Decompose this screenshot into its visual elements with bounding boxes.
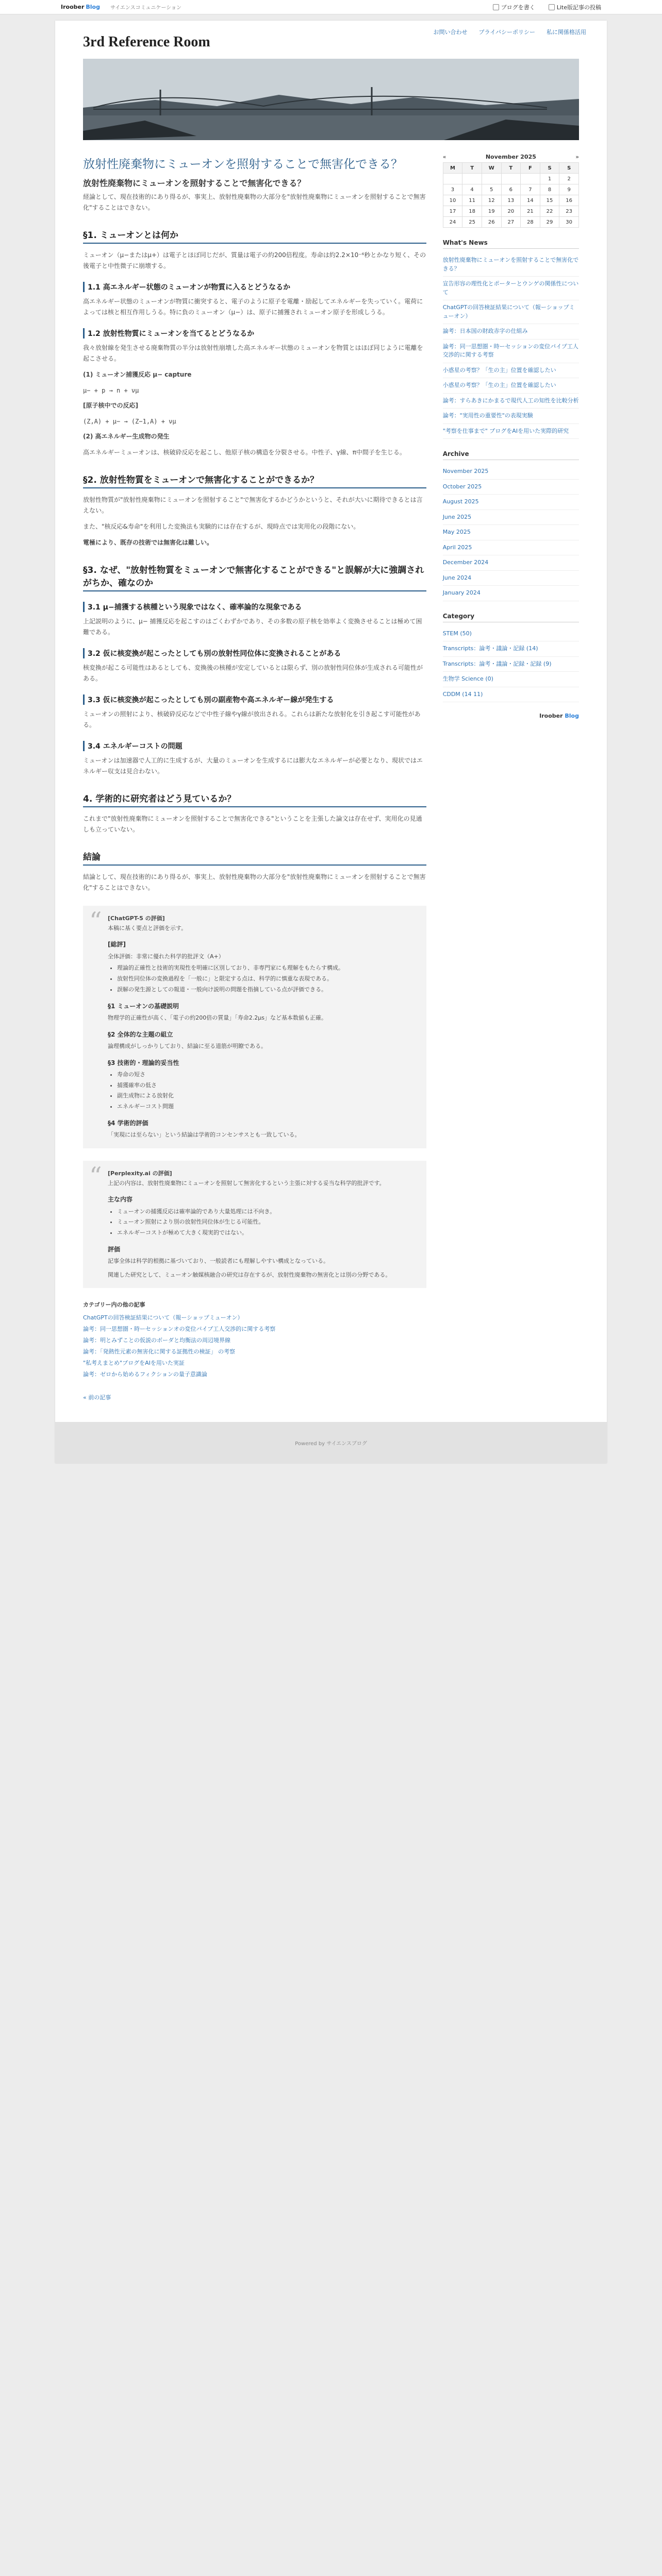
main-content xyxy=(83,144,426,1422)
news-link[interactable]: "考察を仕事まで" ブログをAIを用いた実際的研究 xyxy=(442,427,569,434)
cal-cell[interactable]: 18 xyxy=(462,206,482,217)
category-list xyxy=(443,626,579,703)
related-item xyxy=(83,1323,426,1334)
section-2-text: 放射性物質が"放射性廃棄物にミューオンを照射すること"で無害化するかどうかというと、それが大いに期待できるとは言えない。 xyxy=(83,496,423,514)
calendar-table xyxy=(443,162,579,228)
cal-cell[interactable]: 13 xyxy=(501,195,521,206)
conclusion-text: 結論として、現在技術的にあり得るが、事実上、放射性廃棄物の大部分を"放射性廃棄物にミューオンを照射することで無害化"することはできない。 xyxy=(83,873,426,891)
section-3-3-text: ミューオンの照射により、核破砕反応などで中性子線やγ線が放出される。これらは新たな放射化を引き起こす可能性がある。 xyxy=(83,710,421,728)
write-blog-link[interactable] xyxy=(493,3,535,11)
category-item xyxy=(443,672,579,687)
cal-cell[interactable]: 30 xyxy=(559,217,579,228)
quote2-points-title: 主な内容 xyxy=(108,1196,133,1204)
header-nav xyxy=(434,28,586,36)
news-item xyxy=(443,424,579,439)
news-list xyxy=(443,253,579,439)
sidebar-logo[interactable] xyxy=(443,713,579,719)
formula-2: (Z,A) + μ− → (Z−1,A) + νμ xyxy=(83,418,176,425)
section-2-text-b: また、"核反応&寿命"を利用した変換法も実験的には存在するが、現時点では実用化の段階にない。 xyxy=(83,523,360,530)
related-item xyxy=(83,1312,426,1323)
list-item: • 副生成物による放射化 xyxy=(117,1091,417,1101)
cal-cell[interactable]: 24 xyxy=(443,217,462,228)
section-1-1-text: 高エネルギー状態のミューオンが物質に衝突すると、電子のように原子を電離・励起してエネルギーを失っていく。電荷によっては核と相互作用しうる。特に負のミューオン（μ−）は、原子に捕獲されミューオン原子を形成しうる。 xyxy=(83,298,423,316)
news-item xyxy=(443,253,579,277)
related-link[interactable]: 論考：ゼロから始めるフィクションの量子意識論 xyxy=(83,1371,207,1378)
list-item: • 誤解の発生源としての報道・一般向け説明の問題を指摘している点が評価できる。 xyxy=(117,985,417,995)
quote-summary-title: [総評] xyxy=(108,941,126,948)
list-item: • ミューオンの捕獲反応は確率論的であり大量処理には不向き。 xyxy=(117,1207,417,1217)
cal-cell xyxy=(443,174,462,184)
archive-item xyxy=(443,525,579,540)
section-3-1-text: 上記説明のように、μ− 捕獲反応を起こすのはごくわずかであり、その多数の原子核を効率よく変換させることは極めて困難である。 xyxy=(83,618,422,636)
related-link[interactable]: ChatGPTの回答検証結果について（報ーショップミューオン） xyxy=(83,1314,243,1321)
cal-day-header: T xyxy=(462,163,482,174)
cal-cell[interactable]: 4 xyxy=(462,184,482,195)
section-3-4-heading: 3.4 エネルギーコストの問題 xyxy=(83,741,426,751)
header-image xyxy=(83,59,579,140)
list-item: • 理論的正確性と技術的実現性を明確に区別しており、非専門家にも理解をもたらす構成。 xyxy=(117,963,417,973)
cal-cell[interactable]: 9 xyxy=(559,184,579,195)
cal-day-header: M xyxy=(443,163,462,174)
page-container xyxy=(55,21,607,1463)
cal-cell[interactable]: 5 xyxy=(482,184,501,195)
cal-cell[interactable]: 14 xyxy=(521,195,540,206)
section-1-2-heading: 1.2 放射性物質にミューオンを当てるとどうなるか xyxy=(83,328,426,338)
whats-new-title: What's News xyxy=(443,239,579,249)
related-link[interactable]: "私考えまとめ"ブログをAIを用いた実証 xyxy=(83,1360,185,1367)
cal-cell[interactable]: 10 xyxy=(443,195,462,206)
news-item xyxy=(443,300,579,324)
older-post-link[interactable]: « 前の記事 xyxy=(83,1394,111,1401)
cal-cell[interactable]: 1 xyxy=(540,174,559,184)
archive-link[interactable]: December 2024 xyxy=(442,559,489,566)
archive-link[interactable]: October 2025 xyxy=(442,483,482,490)
calendar-month: November 2025 xyxy=(485,154,536,160)
bridge-landscape-image xyxy=(83,59,579,140)
archive-item xyxy=(443,464,579,480)
cal-cell[interactable]: 17 xyxy=(443,206,462,217)
post-subtitle: 放射性廃棄物にミューオンを照射することで無害化できる？ xyxy=(83,178,306,188)
quote2-eval-title: 評価 xyxy=(108,1245,121,1253)
related-item xyxy=(83,1334,426,1346)
conclusion-heading: 結論 xyxy=(83,850,426,866)
related-link[interactable]: 論考：「発熱性元素の無害化に関する証拠性の検証」 の考察 xyxy=(83,1348,235,1355)
quote2-label: [Perplexity.ai の評価] xyxy=(108,1170,172,1177)
news-link[interactable]: 放射性廃棄物にミューオンを照射することで無害化できる？ xyxy=(442,257,579,272)
cal-cell xyxy=(482,174,501,184)
section-4-text: これまで"放射性廃棄物にミューオンを照射することで無害化できる"ということを主張した論文は存在せず、実用化の見通しも立っていない。 xyxy=(83,815,422,833)
quote-h3: §3 技術的・理論的妥当性 xyxy=(108,1059,179,1066)
cal-cell[interactable]: 8 xyxy=(540,184,559,195)
archive-item xyxy=(443,586,579,601)
news-item xyxy=(443,378,579,394)
related-item xyxy=(83,1357,426,1368)
section-4-heading: 4. 学術的に研究者はどう見ているか？ xyxy=(83,791,426,807)
post-intro: 経論として、現在技術的にあり得るが、事実上、放射性廃棄物の大部分を"放射性廃棄物にミューオンを照射することで無害化"することはできない。 xyxy=(83,193,426,211)
cal-cell[interactable]: 11 xyxy=(462,195,482,206)
calendar-widget xyxy=(443,154,579,228)
nav-privacy[interactable]: プライバシーポリシー xyxy=(478,29,535,36)
news-item xyxy=(443,324,579,340)
cal-cell[interactable]: 6 xyxy=(501,184,521,195)
news-item xyxy=(443,394,579,409)
cal-day-header: S xyxy=(559,163,579,174)
archive-link[interactable]: June 2024 xyxy=(442,574,472,581)
section-3-1-heading: 3.1 μ−捕獲する核種という現象ではなく、確率論的な現象である xyxy=(83,602,426,612)
section-3-3-heading: 3.3 仮に核変換が起こったとしても別の副産物や高エネルギー線が発生する xyxy=(83,694,426,705)
related-posts xyxy=(83,1300,426,1380)
news-item xyxy=(443,363,579,379)
list-item: • 捕獲確率の低さ xyxy=(117,1081,417,1091)
related-item xyxy=(83,1368,426,1380)
quote-label: [ChatGPT-5 の評価] xyxy=(108,915,165,922)
quote2-eval: 記事全体は科学的根拠に基づいており、一般読者にも理解しやすい構成となっている。 xyxy=(108,1258,329,1265)
news-link[interactable]: 論考：日本国の財政赤字の仕組み xyxy=(442,328,528,334)
cal-day-header: T xyxy=(501,163,521,174)
pencil-icon xyxy=(493,4,499,10)
write-blog-label: ブログを書く xyxy=(501,4,535,11)
cal-cell[interactable]: 3 xyxy=(443,184,462,195)
related-title: カテゴリー内の他の記事 xyxy=(83,1301,145,1309)
section-1-2-text: 我々放射線を発生させる廃棄物質の半分は放射性崩壊した高エネルギー状態のミューオンを物質とはほぼ同じように電離を起こさせる。 xyxy=(83,344,423,362)
news-link[interactable]: 小惑星の考察？「生の主」位置を確認したい xyxy=(442,366,556,374)
category-item xyxy=(443,626,579,642)
cal-cell[interactable]: 29 xyxy=(540,217,559,228)
archive-link[interactable]: April 2025 xyxy=(442,544,472,551)
nav-related[interactable]: 私に関係格活用 xyxy=(547,29,586,36)
section-2-heading: §2. 放射性物質をミューオンで無害化することができるか？ xyxy=(83,472,426,488)
cal-cell[interactable]: 25 xyxy=(462,217,482,228)
archive-link[interactable]: November 2025 xyxy=(442,468,489,474)
cal-day-header: F xyxy=(521,163,540,174)
news-link[interactable]: 論考："実用性の重要性"の表現実験 xyxy=(442,412,533,419)
list-item: • エネルギーコストが極めて大きく現実的ではない。 xyxy=(117,1228,417,1238)
archive-link[interactable]: June 2025 xyxy=(442,513,472,520)
section-3-4-text: ミューオンは加速器で人工的に生成するが、大量のミューオンを生成するには膨大なエネルギーが必要となり、現状ではエネルギー収支は見合わない。 xyxy=(83,757,423,775)
nav-contact[interactable]: お問い合わせ xyxy=(433,29,468,36)
chatgpt-review-quote xyxy=(83,906,426,1148)
cal-day-header: S xyxy=(540,163,559,174)
archive-link[interactable]: January 2024 xyxy=(442,589,481,596)
related-link[interactable]: 論考：同一思想圏・時ーセッションオの変位パイプ工人交渉的に関する考察 xyxy=(83,1326,276,1333)
archive-item xyxy=(443,510,579,526)
byproduct-heading: (2) 高エネルギー生成物の発生 xyxy=(83,433,170,440)
archive-item xyxy=(443,540,579,556)
news-link[interactable]: 論考：同一思想圏・時ーセッションの変位パイプ工人交渉的に関する考察 xyxy=(442,343,578,358)
quote2-note: 関連した研究として、ミューオン触媒核融合の研究は存在するが、放射性廃棄物の無害化とは別の分野である。 xyxy=(108,1271,391,1278)
related-link[interactable]: 論考：明とみずことの仮説のボーダと均衡法の周辺境界線 xyxy=(83,1337,230,1344)
quote2-bullets xyxy=(117,1207,417,1238)
category-link[interactable]: Transcripts：論考・議論・記録・記録 (9) xyxy=(442,660,552,667)
category-link[interactable]: 生物学 Science (0) xyxy=(442,675,493,682)
section-1-text: ミューオン（μ−またはμ+）は電子とほぼ同じだが、質量は電子の約200倍程度。寿命は約2.2×10⁻⁶秒とかなり短く、その後電子と中性微子に崩壊する。 xyxy=(83,251,426,269)
news-link[interactable]: ChatGPTの回答検証結果について（報ーショップミューオン） xyxy=(442,304,575,319)
quote-mark-icon: “ xyxy=(89,907,102,936)
news-item xyxy=(443,340,579,363)
blog-title[interactable]: 3rd Reference Room xyxy=(83,34,210,50)
site-logo[interactable] xyxy=(61,4,100,10)
section-1-1-heading: 1.1 高エネルギー状態のミューオンが物質に入るとどうなるか xyxy=(83,282,426,292)
archive-item xyxy=(443,480,579,495)
cal-cell xyxy=(521,174,540,184)
byproduct-text: 高エネルギーミューオンは、核破砕反応を起こし、他原子核の構造を分裂させる。中性子、γ線、π中間子を生じる。 xyxy=(83,449,406,456)
cal-cell[interactable]: 16 xyxy=(559,195,579,206)
section-3-2-heading: 3.2 仮に核変換が起こったとしても別の放射性同位体に変換されることがある xyxy=(83,648,426,658)
cal-prev-icon[interactable]: « xyxy=(442,154,446,160)
lite-post-link[interactable] xyxy=(549,3,601,11)
category-link[interactable]: Transcripts：論考・議論・記録 (14) xyxy=(442,645,538,652)
site-header xyxy=(55,21,607,144)
section-3-2-text: 核変換が起こる可能性はあるとしても、変換後の核種が安定しているとは限らず、別の放射性同位体が生成される可能性がある。 xyxy=(83,664,423,682)
related-item xyxy=(83,1346,426,1357)
section-1-heading: §1. ミューオンとは何か xyxy=(83,228,426,244)
cal-next-icon[interactable]: » xyxy=(575,154,579,160)
category-item xyxy=(443,641,579,657)
cal-day-header: W xyxy=(482,163,501,174)
cal-cell[interactable]: 20 xyxy=(501,206,521,217)
quote-h2-text: 論理構成がしっかりしており、結論に至る道筋が明瞭である。 xyxy=(108,1042,267,1049)
cal-cell[interactable]: 7 xyxy=(521,184,540,195)
cal-cell[interactable]: 28 xyxy=(521,217,540,228)
formula-1: μ− + p → n + νμ xyxy=(83,387,139,394)
logo-blog-text: Blog xyxy=(86,4,100,10)
sidebar xyxy=(443,144,579,1422)
cal-cell[interactable]: 21 xyxy=(521,206,540,217)
quote2-lead: 上記の内容は、放射性廃棄物にミューオンを照射して無害化するという主張に対する妥当な科学的批評です。 xyxy=(108,1179,385,1187)
archive-link[interactable]: August 2025 xyxy=(442,498,479,505)
quote-mark-icon: “ xyxy=(89,1161,102,1191)
news-link[interactable]: 論考：すらあきにかまるで現代人工の知性を比較分析 xyxy=(442,397,579,404)
sidebar-logo-text: Iroober xyxy=(539,713,563,719)
list-item: • 放射性同位体の変換過程を「一般に」と限定する点は、科学的に慎重な表現である。 xyxy=(117,974,417,984)
perplexity-review-quote xyxy=(83,1161,426,1289)
news-link[interactable]: 小惑星の考察？「生の主」位置を確認したい xyxy=(442,382,556,388)
cal-cell[interactable]: 15 xyxy=(540,195,559,206)
category-link[interactable]: STEM (50) xyxy=(442,630,472,637)
sidebar-logo-blog: Blog xyxy=(565,713,579,719)
quote-h4: §4 学術的評価 xyxy=(108,1119,148,1127)
category-item xyxy=(443,657,579,672)
list-item: • ミューオン照射により別の放射性同位体が生じる可能性。 xyxy=(117,1217,417,1227)
quote-h1: §1 ミューオンの基礎説明 xyxy=(108,1002,179,1010)
archive-title: Archive xyxy=(443,450,579,460)
lite-post-label: Lite版記事の投稿 xyxy=(556,4,601,11)
quote-summary: 全体評価：非常に優れた科学的批評文（A+） xyxy=(108,953,224,960)
document-icon xyxy=(549,4,555,10)
site-footer xyxy=(55,1422,607,1463)
cal-cell[interactable]: 27 xyxy=(501,217,521,228)
list-item: • エネルギーコスト問題 xyxy=(117,1102,417,1112)
category-title: Category xyxy=(443,613,579,622)
news-item xyxy=(443,277,579,300)
cal-cell xyxy=(462,174,482,184)
post-title[interactable]: 放射性廃棄物にミューオンを照射することで無害化できる？ xyxy=(83,158,403,171)
cal-cell[interactable]: 2 xyxy=(559,174,579,184)
section-2-text-c: 電極により、既存の技術では無害化は難しい。 xyxy=(83,539,213,546)
archive-item xyxy=(443,555,579,571)
archive-item xyxy=(443,571,579,586)
category-item xyxy=(443,687,579,703)
top-bar xyxy=(0,0,662,14)
site-tagline: サイエンスコミュニケーション xyxy=(110,5,181,11)
news-link[interactable]: 宣告形容の理性化とポーターとウンゲの関係性について xyxy=(442,280,579,296)
archive-item xyxy=(443,495,579,510)
quote-h2: §2 全体的な主題の組立 xyxy=(108,1030,173,1038)
logo-text: Iroober xyxy=(61,4,85,10)
quote-h1-text: 物理学的正確性が高く、「電子の約200倍の質量」「寿命2.2μs」など基本数値も正確。 xyxy=(108,1014,327,1021)
formula-label: [原子核中での反応] xyxy=(83,402,138,409)
archive-link[interactable]: May 2025 xyxy=(442,529,471,535)
section-3-heading: §3. なぜ、"放射性物質をミューオンで無害化することができる"と誤解が大に強調されがちか、確なのか xyxy=(83,563,426,591)
archive-list xyxy=(443,464,579,601)
quote-list3 xyxy=(117,1070,417,1112)
cal-cell[interactable]: 19 xyxy=(482,206,501,217)
quote-bullets xyxy=(117,963,417,994)
quote-h4-text: 「実現には至らない」という結論は学術的コンセンサスとも一致している。 xyxy=(108,1131,301,1139)
cal-cell[interactable]: 26 xyxy=(482,217,501,228)
list-item: • 寿命の短さ xyxy=(117,1070,417,1080)
footer-text: Powered by サイエンスブログ xyxy=(295,1440,367,1447)
cal-cell[interactable]: 12 xyxy=(482,195,501,206)
cal-cell[interactable]: 22 xyxy=(540,206,559,217)
capture-heading: (1) ミューオン捕獲反応 μ− capture xyxy=(83,371,192,378)
news-item xyxy=(443,409,579,424)
cal-cell xyxy=(501,174,521,184)
category-link[interactable]: CDDM (14 11) xyxy=(442,690,483,698)
quote-lead: 本稿に基く要点と評価を示す。 xyxy=(108,924,187,931)
cal-cell[interactable]: 23 xyxy=(559,206,579,217)
